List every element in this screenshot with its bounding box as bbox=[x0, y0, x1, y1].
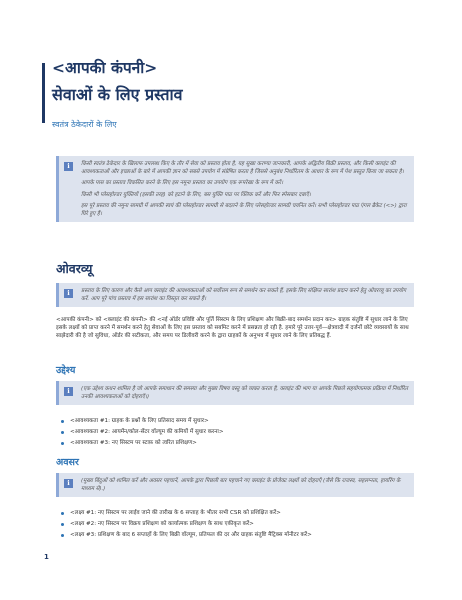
info-icon: i bbox=[64, 479, 73, 488]
list-item: <आवश्यकता #2: आयमेंन/कोल-सेंटर वॉल्यूम की कमियों में सुधार करना> bbox=[56, 428, 414, 436]
intro-tip-box[interactable] bbox=[56, 156, 414, 222]
list-item: <आवश्यकता #1: ग्राहक के प्रश्नों के लिए प्रतिसाद समय में सुधार> bbox=[56, 417, 414, 425]
overview-heading: ओवरव्यू bbox=[56, 261, 93, 276]
page-number: 1 bbox=[44, 553, 49, 561]
tip-paragraph: प्रस्ताव के लिए कारण और कैसे आप क्लाइंट की आवश्यकताओं को सर्वोत्तम रूप से समर्थन कर सकते हैं, इसके लिए संक्षिप्त सारांश प्रदान करने हेतु ओवरव्यू का उपयोग करें. आप पूरे पांच प्रस्ताव में इस सारांश का विस्तृत कर सकते हैं। bbox=[81, 288, 407, 302]
document-title: सेवाओं के लिए प्रस्ताव bbox=[52, 85, 183, 104]
list-item: <लक्ष्य #1: नए सिस्टम पर लाईव जाने की तारीख के 6 सप्ताह के भीतर सभी CSR को प्रशिक्षित करें> bbox=[56, 509, 414, 517]
tip-paragraph: किसी स्वतंत्र ठेकेदार के खिलाफ उपलब्ध किए के तौर में सेवा को प्रस्ताव होता है, यह सुखा करण्या जानकारी, आपके अद्वितीय बिक्री प्रस्ताव, और किसी क्लाइंट की आवश्यकताओं और इच्छाओं के बारे में आपकी ज्ञान को सबसे उपयोग में संप्रेषित करता है जिससे अनुबंध निर्धारितम के आधार के रूप में पेश प्रस्तुत किया जा सकता है। bbox=[81, 161, 404, 175]
document-subtitle: स्वतंत्र ठेकेदारों के लिए bbox=[52, 120, 117, 129]
tip-paragraph: आपके पास का प्रस्ताव विकसित करने के लिए इस नमूना प्रस्ताव का उपयोग एक रूपरेखा के रूप में करें। bbox=[81, 180, 283, 186]
objectives-list bbox=[56, 417, 414, 450]
tip-paragraph: किसी भी प्लेसहोल्डर युक्तियों (इसकी तरह) को हटाने के लिए, बस युक्ति पाठ पर क्लिक करें और फिर स्पेसबार दबाएँ। bbox=[81, 191, 311, 198]
list-item: <आवश्यकता #3: नए सिस्टम पर स्टाफ़ को त्वरित प्रशिक्षण> bbox=[56, 439, 414, 447]
title-accent-bar bbox=[42, 63, 45, 123]
info-icon: i bbox=[64, 387, 73, 396]
tip-paragraph: (मुख्य बिंदुओं को शामिल करें और अवसर पहचानें, आपके द्वारा पिछली बार पहचाने गए क्लाइंट के प्रोजेक्ट लक्ष्यों को दोहराएँ (जैसे कि राजस्व, सहलग्नता, हायरिंग के माध्यम से).) bbox=[81, 478, 401, 492]
opportunities-list bbox=[56, 509, 414, 542]
company-name: <आपकी कंपनी> bbox=[52, 59, 158, 77]
title-block bbox=[52, 57, 422, 130]
opportunities-tip-box[interactable] bbox=[56, 473, 414, 497]
tip-paragraph: इस पूरे प्रस्ताव की नमूना सामग्री में आपकी स्वयं की प्लेसहोल्डर सामग्री से बदलने के लिए प्लेसहोल्डर सामग्री चयनित करें। सभी प्लेसहोल्डर पाठ एंगल ब्रैकेट (<>) द्वारा घिरे हुए हैं। bbox=[81, 203, 407, 217]
info-icon: i bbox=[64, 162, 73, 171]
list-item: <लक्ष्य #3: प्रशिक्षण के बाद 6 सप्ताहों के लिए बिक्री वॉल्यूम, प्रतिफल की दर और ग्राहक संतुष्टि मैट्रिक्स मॉनीटर करें> bbox=[56, 531, 414, 539]
objectives-tip-box[interactable] bbox=[56, 381, 414, 405]
overview-tip-box[interactable] bbox=[56, 283, 414, 307]
opportunities-heading: अवसर bbox=[56, 457, 79, 468]
objectives-heading: उद्देश्य bbox=[56, 365, 76, 376]
info-icon: i bbox=[64, 289, 73, 298]
overview-body: <आपकी कंपनी> को <क्लाइंट की कंपनी> की <नई ऑर्डर प्रविष्टि और पूर्ति सिस्टम के लिए प्रशिक्षण और बिक्री-बाद समर्थन प्रदान कर> ग्राहक संतुष्टि में सुधार लाने के लिए इसके लक्ष्यों को प्राप्त करने में समर्थन करने हेतु सेवाओं के लिए इस प्रस्ताव को सबमिट करने में प्रसन्नता हो रही है. हमारे पूरे उत्तर-पूर्व—क्षेत्रवादी में दर्जनों छोटे व्यवसायों के साथ साझेदारी की है जो सुविधा, ऑर्डर की सटीकता, और समय पर डिलीवरी करने के द्वारा ग्राहकों के अनुभव में सुधार लाने के लिए प्रतिबद्ध हैं. bbox=[56, 317, 409, 340]
tip-paragraph: (एक उद्देश्य कथन शामिल है जो आपके समाधान की समस्या और मुख्य विषय वस्तु को व्यक्त करता है, क्लाइंट की भाग या आपके पिछले सहयोगात्मक प्रक्रिया में निर्धारित उनकी आवश्यकताओं को दोहराएँ।) bbox=[81, 386, 408, 400]
list-item: <लक्ष्य #2: नए सिस्टम पर विक्रय प्रशिक्षण को कार्यात्मक प्रशिक्षण के साथ एकीकृत करें> bbox=[56, 520, 414, 528]
